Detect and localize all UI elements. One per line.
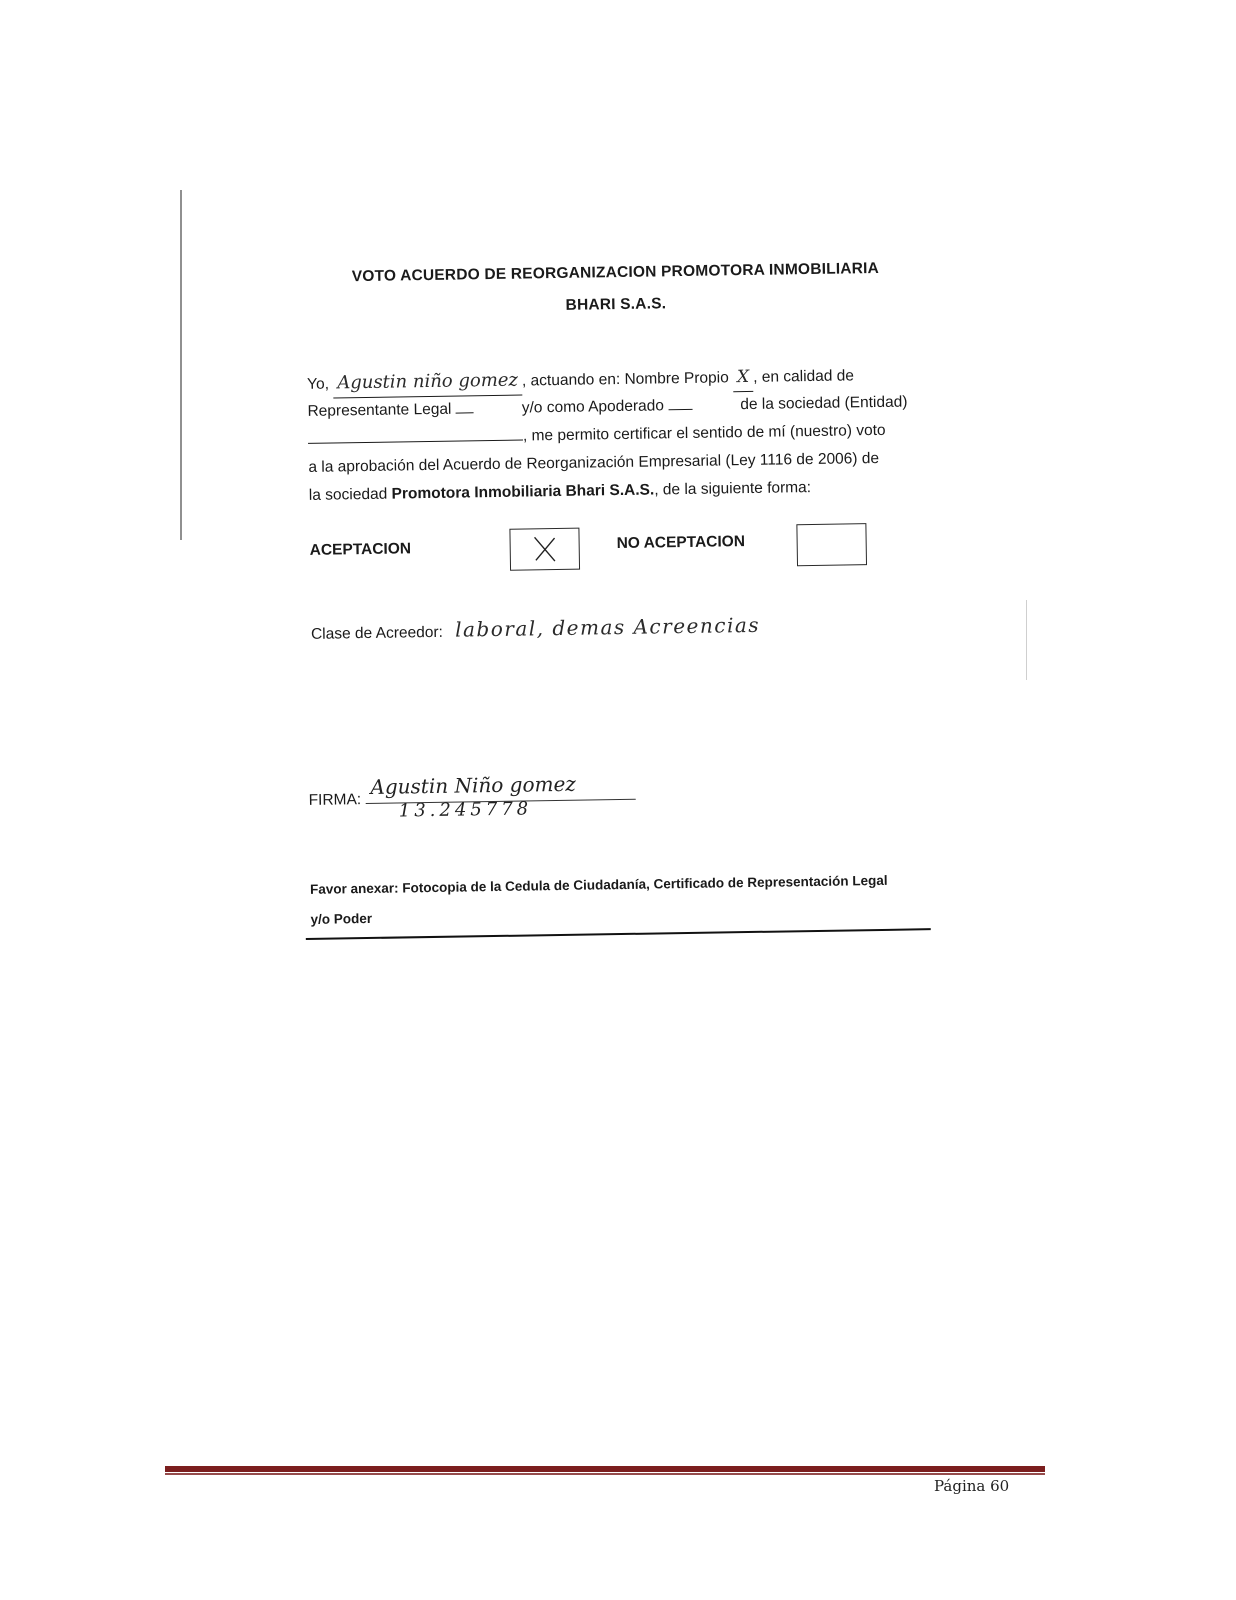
me-permito-text: , me permito certificar el sentido de mí (nuestro) voto [522,421,886,445]
form-title [335,253,896,326]
no-aceptacion-label: NO ACEPTACION [616,533,746,553]
clase-acreedor [311,613,760,644]
clase-acreedor-label: Clase de Acreedor: [310,623,443,643]
sociedad-text: de la sociedad (Entidad) [740,393,908,414]
nombre-propio-mark: X [733,363,754,392]
firma-label: FIRMA: [308,791,362,809]
annex-note-line2: y/o Poder [310,910,373,927]
handwritten-x-icon [510,529,579,570]
name-handwritten: Agustin niño gomez [333,367,522,399]
form-title-line2: BHARI S.A.S. [565,295,667,314]
firma-block [308,771,635,822]
scan-edge-left [180,190,182,540]
annex-note [310,865,931,935]
yo-label: Yo, [306,375,330,393]
scan-edge-right [1026,600,1027,680]
actuando-text: , actuando en: Nombre Propio [521,369,729,390]
declaration-paragraph [307,360,909,509]
aceptacion-label: ACEPTACION [309,540,412,559]
signature-handwritten: Agustin Niño gomez [370,771,577,799]
form-title-line1: VOTO ACUERDO DE REORGANIZACION PROMOTORA INMOBILIARIA [351,259,880,286]
no-aceptacion-checkbox[interactable] [796,523,867,566]
clase-acreedor-value: laboral, demas Acreencias [454,612,761,642]
apoderado-text: y/o como Apoderado [522,392,693,423]
aceptacion-checkbox[interactable] [509,528,580,571]
scanned-form [300,240,936,950]
declaration-line-4: a la aprobación del Acuerdo de Reorganización Empresarial (Ley 1116 de 2006) de [308,449,880,476]
declaration-line-5: la sociedad Promotora Inmobiliaria Bhari S.A.S., de la siguiente forma: [308,479,812,504]
en-calidad-text: , en calidad de [753,367,855,386]
footer-accent-bar-thin [165,1473,1045,1475]
page-number: Página 60 [934,1477,1010,1495]
footer-accent-bar [165,1466,1045,1472]
company-name: Promotora Inmobiliaria Bhari S.A.S. [391,481,655,503]
annex-note-line1: Favor anexar: Fotocopia de la Cedula de Ciudadanía, Certificado de Representación Legal [309,872,888,897]
representante-text: Representante Legal [307,395,474,426]
signature-id-number: 13.245778 [398,798,533,822]
